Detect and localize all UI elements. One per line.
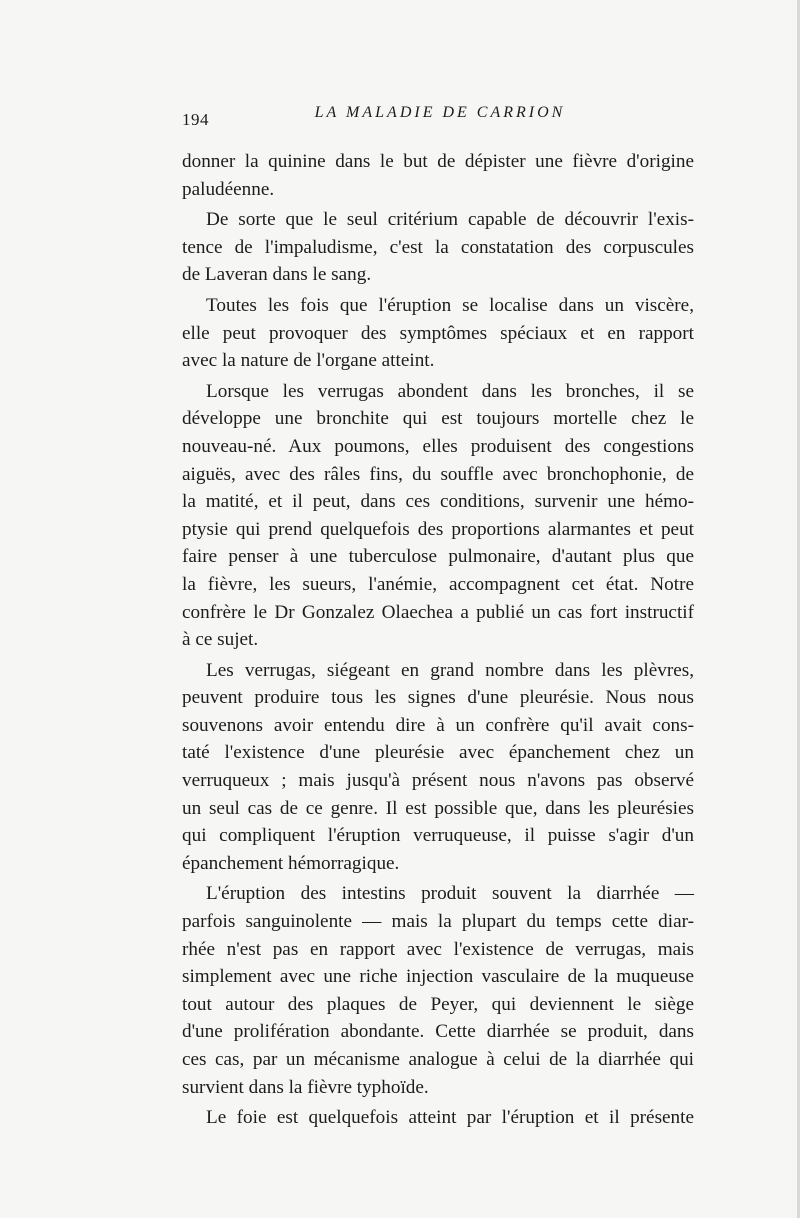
paragraph-1	[182, 148, 694, 203]
text-line: Lorsque les verrugas abondent dans les bronches, il se	[206, 380, 694, 402]
text-line: tout autour des plaques de Peyer, qui deviennent le siège	[182, 993, 694, 1015]
text-line: d'une prolifération abondante. Cette diarrhée se produit, dans	[182, 1021, 694, 1043]
text-line: la matité, et il peut, dans ces conditions, survenir une hémo-	[182, 491, 694, 513]
text-line: survient dans la fièvre typhoïde.	[182, 1076, 429, 1098]
text-line: rhée n'est pas en rapport avec l'existence de verrugas, mais	[182, 938, 694, 960]
text-line: Les verrugas, siégeant en grand nombre dans les plèvres,	[206, 659, 694, 681]
text-line: de Laveran dans le sang.	[182, 264, 372, 286]
text-line: avec la nature de l'organe atteint.	[182, 350, 435, 372]
body-text	[182, 148, 694, 1132]
text-line: Le foie est quelquefois atteint par l'éruption et il présente	[206, 1107, 694, 1129]
text-line: verruqueux ; mais jusqu'à présent nous n'avons pas observé	[182, 770, 694, 792]
text-line: peuvent produire tous les signes d'une pleurésie. Nous nous	[182, 687, 694, 709]
paragraph-5	[182, 657, 694, 878]
text-line: aiguës, avec des râles fins, du souffle avec bronchophonie, de	[182, 463, 694, 485]
text-line: De sorte que le seul critérium capable de découvrir l'exis-	[206, 209, 694, 231]
text-line: faire penser à une tuberculose pulmonaire, d'autant plus que	[182, 546, 694, 568]
text-line: Toutes les fois que l'éruption se localise dans un viscère,	[206, 294, 694, 316]
text-line: parfois sanguinolente — mais la plupart du temps cette diar-	[182, 911, 694, 933]
text-line: paludéenne.	[182, 178, 275, 200]
text-line: la fièvre, les sueurs, l'anémie, accompagnent cet état. Notre	[182, 573, 694, 595]
text-line: développe une bronchite qui est toujours mortelle chez le	[182, 408, 694, 430]
text-line: qui compliquent l'éruption verruqueuse, il puisse s'agir d'un	[182, 825, 694, 847]
text-line: nouveau-né. Aux poumons, elles produisent des congestions	[182, 435, 694, 457]
text-line: L'éruption des intestins produit souvent la diarrhée —	[206, 883, 694, 905]
paragraph-2	[182, 206, 694, 289]
text-line: taté l'existence d'une pleurésie avec épanchement chez un	[182, 742, 694, 764]
text-line: un seul cas de ce genre. Il est possible que, dans les pleurésies	[182, 797, 694, 819]
text-line: tence de l'impaludisme, c'est la constatation des corpuscules	[182, 236, 694, 258]
text-line: simplement avec une riche injection vasculaire de la muqueuse	[182, 966, 694, 988]
text-line: à ce sujet.	[182, 629, 259, 651]
page-number: 194	[182, 110, 209, 129]
paragraph-6	[182, 880, 694, 1101]
text-line: ces cas, par un mécanisme analogue à celui de la diarrhée qui	[182, 1049, 694, 1070]
paragraph-3	[182, 292, 694, 375]
text-line: donner la quinine dans le but de dépister une fièvre d'origine	[182, 151, 694, 172]
text-line: souvenons avoir entendu dire à un confrère qu'il avait cons-	[182, 714, 694, 736]
text-line: épanchement hémorragique.	[182, 852, 400, 874]
text-line: elle peut provoquer des symptômes spéciaux et en rapport	[182, 322, 694, 344]
text-line: ptysie qui prend quelquefois des proportions alarmantes et peut	[182, 518, 694, 540]
running-title: LA MALADIE DE CARRION	[314, 104, 566, 121]
paragraph-4	[182, 378, 694, 654]
paragraph-7	[182, 1104, 694, 1132]
text-line: confrère le Dr Gonzalez Olaechea a publié un cas fort instructif	[182, 601, 694, 623]
